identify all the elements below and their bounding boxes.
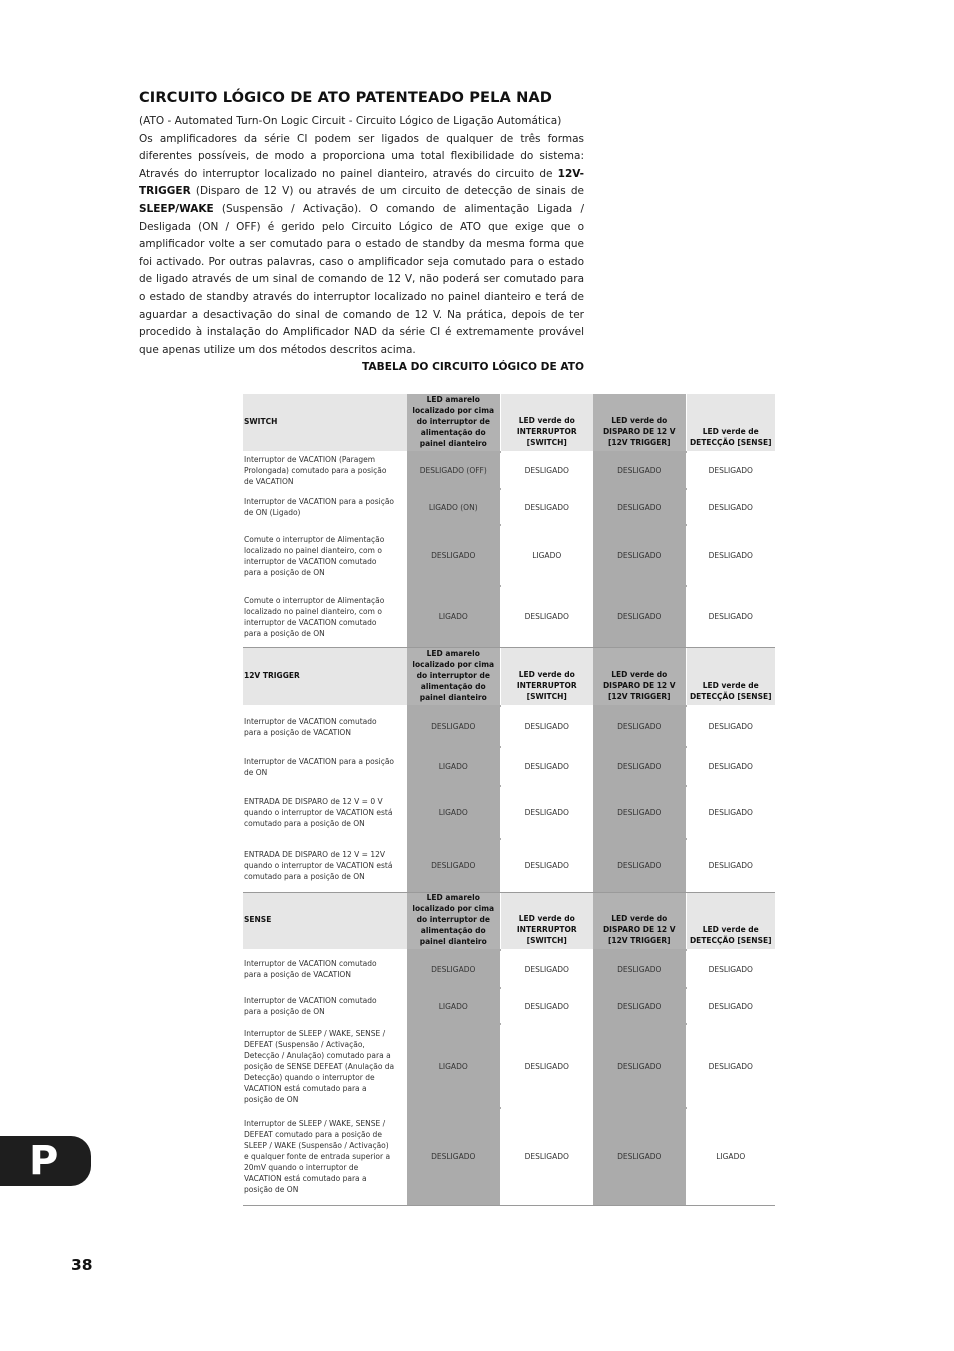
cell-sense-led: DESLIGADO — [686, 839, 775, 892]
cell-switch-led: DESLIGADO — [500, 786, 593, 839]
cell-trigger-led: DESLIGADO — [593, 489, 686, 525]
cell-switch-led: DESLIGADO — [500, 988, 593, 1024]
intro-paragraph — [139, 131, 584, 360]
row-label: Interruptor de VACATION comutado para a posição de VACATION — [243, 950, 407, 988]
cell-yellow-led: DESLIGADO (OFF) — [407, 452, 500, 489]
table-row — [243, 489, 775, 525]
cell-sense-led: DESLIGADO — [686, 988, 775, 1024]
intro-text — [139, 113, 584, 359]
cell-trigger-led: DESLIGADO — [593, 950, 686, 988]
cell-sense-led: DESLIGADO — [686, 1024, 775, 1108]
cell-trigger-led: DESLIGADO — [593, 586, 686, 647]
intro-bold-sleep-wake: SLEEP/WAKE — [139, 202, 214, 215]
header-yellow-led: LED amarelo localizado por cima do interruptor de alimentação do painel dianteiro — [407, 647, 500, 706]
cell-trigger-led: DESLIGADO — [593, 525, 686, 586]
cell-switch-led: DESLIGADO — [500, 1024, 593, 1108]
cell-trigger-led: DESLIGADO — [593, 988, 686, 1024]
header-switch-led: LED verde do INTERRUPTOR [SWITCH] — [500, 394, 593, 452]
table-row — [243, 1108, 775, 1205]
cell-sense-led: DESLIGADO — [686, 586, 775, 647]
cell-yellow-led: DESLIGADO — [407, 950, 500, 988]
cell-yellow-led: LIGADO (ON) — [407, 489, 500, 525]
intro-part-a: Os amplificadores da série CI podem ser ligados de qualquer de três formas diferentes possíveis, de modo a proporciona uma total flexibilidade do sistema: Através do interruptor localizado no painel dianteiro, através do circuito de — [139, 132, 584, 180]
cell-sense-led: DESLIGADO — [686, 452, 775, 489]
cell-yellow-led: DESLIGADO — [407, 706, 500, 747]
cell-switch-led: DESLIGADO — [500, 452, 593, 489]
table-title: TABELA DO CIRCUITO LÓGICO DE ATO — [362, 361, 584, 373]
table-row — [243, 786, 775, 839]
cell-yellow-led: LIGADO — [407, 988, 500, 1024]
header-switch-led: LED verde do INTERRUPTOR [SWITCH] — [500, 647, 593, 706]
table-row — [243, 452, 775, 489]
section-header-sense — [243, 892, 775, 950]
cell-trigger-led: DESLIGADO — [593, 747, 686, 786]
header-sense-led: LED verde de DETECÇÃO [SENSE] — [686, 647, 775, 706]
cell-switch-led: LIGADO — [500, 525, 593, 586]
cell-switch-led: DESLIGADO — [500, 586, 593, 647]
header-yellow-led: LED amarelo localizado por cima do interruptor de alimentação do painel dianteiro — [407, 892, 500, 950]
table-row — [243, 747, 775, 786]
cell-switch-led: DESLIGADO — [500, 747, 593, 786]
row-label: Interruptor de VACATION (Paragem Prolongada) comutado para a posição de VACATION — [243, 452, 407, 489]
row-label: Comute o interruptor de Alimentação localizado no painel dianteiro, com o interruptor de VACATION comutado para a posição de ON — [243, 586, 407, 647]
cell-trigger-led: DESLIGADO — [593, 786, 686, 839]
section-title-switch: SWITCH — [243, 394, 407, 452]
cell-sense-led: DESLIGADO — [686, 489, 775, 525]
header-switch-led: LED verde do INTERRUPTOR [SWITCH] — [500, 892, 593, 950]
intro-part-c: (Suspensão / Activação). O comando de alimentação Ligada / Desligada (ON / OFF) é gerido pelo Circuito Lógico de ATO que exige que o amplificador volte a ser comutado para o estado de standby da mesma forma que foi activado. Por outras palavras, caso o amplificador seja comutado para o estado de ligado através de um sinal de comando de 12 V, não poderá ser comutado para o estado de standby através do interruptor localizado no painel dianteiro e terá de aguardar a desactivação do sinal de comando de 12 V. Na prática, depois de ter procedido à instalação do Amplificador NAD da série CI é extremamente provável que apenas utilize um dos métodos descritos acima. — [139, 202, 584, 356]
row-label: ENTRADA DE DISPARO de 12 V = 0 V quando o interruptor de VACATION está comutado para a posição de ON — [243, 786, 407, 839]
section-header-12v-trigger — [243, 647, 775, 706]
cell-switch-led: DESLIGADO — [500, 489, 593, 525]
header-trigger-led: LED verde do DISPARO DE 12 V [12V TRIGGER] — [593, 647, 686, 706]
table-row — [243, 988, 775, 1024]
cell-trigger-led: DESLIGADO — [593, 1024, 686, 1108]
row-label: Interruptor de VACATION para a posição de ON (Ligado) — [243, 489, 407, 525]
cell-sense-led: DESLIGADO — [686, 747, 775, 786]
table-row — [243, 1024, 775, 1108]
intro-part-b: (Disparo de 12 V) ou através de um circuito de detecção de sinais de — [190, 185, 584, 198]
cell-trigger-led: DESLIGADO — [593, 839, 686, 892]
intro-line-ato: (ATO - Automated Turn-On Logic Circuit - Circuito Lógico de Ligação Automática) — [139, 115, 562, 127]
row-label: Interruptor de SLEEP / WAKE, SENSE / DEFEAT comutado para a posição de SLEEP / WAKE (Suspensão / Activação) e qualquer fonte de entrada superior a 20mV quando o interruptor de VACATION está comutado para a posição de ON — [243, 1108, 407, 1205]
table-row — [243, 525, 775, 586]
cell-switch-led: DESLIGADO — [500, 950, 593, 988]
table-row — [243, 950, 775, 988]
cell-yellow-led: LIGADO — [407, 1024, 500, 1108]
row-label: Interruptor de VACATION comutado para a posição de ON — [243, 988, 407, 1024]
cell-yellow-led: LIGADO — [407, 586, 500, 647]
header-trigger-led: LED verde do DISPARO DE 12 V [12V TRIGGER] — [593, 394, 686, 452]
cell-sense-led: DESLIGADO — [686, 525, 775, 586]
cell-yellow-led: LIGADO — [407, 747, 500, 786]
row-label: Interruptor de VACATION comutado para a posição de VACATION — [243, 706, 407, 747]
cell-switch-led: DESLIGADO — [500, 706, 593, 747]
cell-trigger-led: DESLIGADO — [593, 452, 686, 489]
cell-switch-led: DESLIGADO — [500, 839, 593, 892]
header-sense-led: LED verde de DETECÇÃO [SENSE] — [686, 394, 775, 452]
cell-sense-led: DESLIGADO — [686, 950, 775, 988]
cell-switch-led: DESLIGADO — [500, 1108, 593, 1205]
cell-trigger-led: DESLIGADO — [593, 1108, 686, 1205]
section-title-sense: SENSE — [243, 892, 407, 950]
cell-yellow-led: DESLIGADO — [407, 1108, 500, 1205]
row-label: Interruptor de VACATION para a posição de ON — [243, 747, 407, 786]
cell-yellow-led: LIGADO — [407, 786, 500, 839]
cell-sense-led: DESLIGADO — [686, 786, 775, 839]
cell-sense-led: DESLIGADO — [686, 706, 775, 747]
table-row — [243, 586, 775, 647]
cell-yellow-led: DESLIGADO — [407, 525, 500, 586]
cell-sense-led: LIGADO — [686, 1108, 775, 1205]
intro-bold-12v-trigger: 12V-TRIGGER — [139, 167, 584, 198]
cell-yellow-led: DESLIGADO — [407, 839, 500, 892]
language-tab-marker: P — [0, 1136, 91, 1186]
header-trigger-led: LED verde do DISPARO DE 12 V [12V TRIGGER] — [593, 892, 686, 950]
cell-trigger-led: DESLIGADO — [593, 706, 686, 747]
ato-logic-table — [243, 394, 775, 1206]
section-header-switch — [243, 394, 775, 452]
header-yellow-led: LED amarelo localizado por cima do interruptor de alimentação do painel dianteiro — [407, 394, 500, 452]
row-label: Interruptor de SLEEP / WAKE, SENSE / DEFEAT (Suspensão / Activação, Detecção / Anulação) comutado para a posição de SENSE DEFEAT (Anulação da Detecção) quando o interruptor de VACATION está comutado para a posição de ON — [243, 1024, 407, 1108]
section-heading: CIRCUITO LÓGICO DE ATO PATENTEADO PELA NAD — [139, 89, 553, 106]
page-number: 38 — [71, 1256, 93, 1274]
section-title-12v-trigger: 12V TRIGGER — [243, 647, 407, 706]
row-label: Comute o interruptor de Alimentação localizado no painel dianteiro, com o interruptor de VACATION comutado para a posição de ON — [243, 525, 407, 586]
row-label: ENTRADA DE DISPARO de 12 V = 12V quando o interruptor de VACATION está comutado para a posição de ON — [243, 839, 407, 892]
table-row — [243, 706, 775, 747]
header-sense-led: LED verde de DETECÇÃO [SENSE] — [686, 892, 775, 950]
table-row — [243, 839, 775, 892]
